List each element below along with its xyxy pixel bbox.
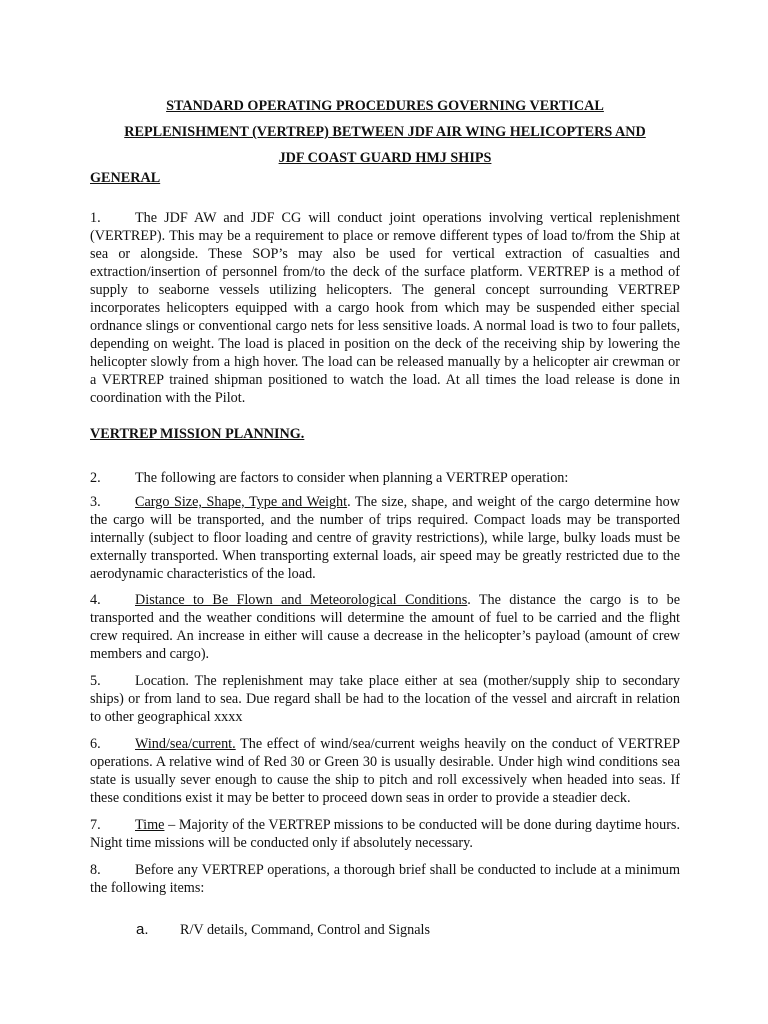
paragraph-5 [90, 672, 680, 726]
paragraph-number: 5. [90, 673, 101, 689]
paragraph-number: 2. [90, 470, 101, 486]
paragraph-text: Before any VERTREP operations, a thorough brief shall be conducted to include at a minimum the following items: [90, 862, 680, 896]
section-heading-general: GENERAL [90, 170, 161, 186]
paragraph-8 [90, 861, 680, 897]
paragraph-lead: Distance to Be Flown and Meteorological Conditions [135, 592, 468, 608]
paragraph-2 [90, 469, 680, 487]
paragraph-3 [90, 493, 680, 583]
document-page [90, 94, 680, 939]
paragraph-text: Location. The replenishment may take place either at sea (mother/supply ship to secondary ships) or from land to sea. Due regard shall be had to the location of the vessel and aircraft in relation to other geographical xxxx [90, 673, 680, 725]
title-line-2: REPLENISHMENT (VERTREP) BETWEEN JDF AIR WING HELICOPTERS AND [124, 124, 646, 140]
paragraph-text: The following are factors to consider when planning a VERTREP operation: [135, 470, 569, 486]
list-item-letter: a. [136, 921, 149, 938]
paragraph-lead: Time [135, 817, 165, 833]
paragraph-number: 3. [90, 494, 101, 510]
paragraph-number: 8. [90, 862, 101, 878]
list-item-a [90, 921, 680, 939]
paragraph-6 [90, 735, 680, 807]
paragraph-lead: Wind/sea/current. [135, 736, 236, 752]
list-item-text: R/V details, Command, Control and Signals [180, 922, 430, 938]
paragraph-7 [90, 816, 680, 852]
paragraph-text: . The distance the cargo is to be transported and the weather conditions will determine the amount of fuel to be carried and the flight crew required. An increase in either will cause a decrease in the helicopter’s payload (amount of crew members and cargo). [90, 592, 680, 662]
paragraph-number: 7. [90, 817, 101, 833]
paragraph-1 [90, 209, 680, 407]
paragraph-number: 1. [90, 210, 101, 226]
title-line-3: JDF COAST GUARD HMJ SHIPS [278, 150, 492, 166]
document-title [90, 94, 680, 170]
section-heading-planning: VERTREP MISSION PLANNING. [90, 426, 305, 442]
paragraph-text: The effect of wind/sea/current weighs heavily on the conduct of VERTREP operations. A relative wind of Red 30 or Green 30 is usually desirable. Under high wind conditions sea state is usually sever enough to cause the ship to pitch and roll excessively when headed into seas. If these conditions exist it may be better to proceed down seas in order to provide a steadier deck. [90, 736, 680, 806]
paragraph-number: 4. [90, 592, 101, 608]
paragraph-lead: Cargo Size, Shape, Type and Weight [135, 494, 348, 510]
paragraph-text: The JDF AW and JDF CG will conduct joint operations involving vertical replenishment (VERTREP). This may be a requirement to place or remove different types of load to/from the Ship at sea or alongside. These SOP’s may also be used for vertical extraction of casualties and extraction/insertion of personnel from/to the deck of the surface platform. VERTREP is a method of supply to seaborne vessels utilizing helicopters. The general concept surrounding VERTREP incorporates helicopters equipped with a cargo hook from which may be suspended either special ordnance slings or conventional cargo nets for less sensitive loads. A normal load is two to four pallets, depending on weight. The load is placed in position on the deck of the receiving ship by lowering the helicopter slowly from a high hover. The load can be released manually by a helicopter air crewman or a VERTREP trained shipman positioned to watch the load. At all times the load release is done in coordination with the Pilot. [90, 210, 680, 406]
paragraph-text: . The size, shape, and weight of the cargo determine how the cargo will be transported, and the number of trips required. Compact loads may be transported internally (subject to floor loading and centre of gravity restrictions), while large, bulky loads must be externally transported. When transporting external loads, air speed may be greatly restricted due to the aerodynamic characteristics of the load. [90, 494, 680, 582]
paragraph-number: 6. [90, 736, 101, 752]
paragraph-text: – Majority of the VERTREP missions to be conducted will be done during daytime hours. Night time missions will be conducted only if absolutely necessary. [90, 817, 680, 851]
paragraph-4 [90, 591, 680, 663]
title-line-1: STANDARD OPERATING PROCEDURES GOVERNING VERTICAL [166, 98, 604, 114]
